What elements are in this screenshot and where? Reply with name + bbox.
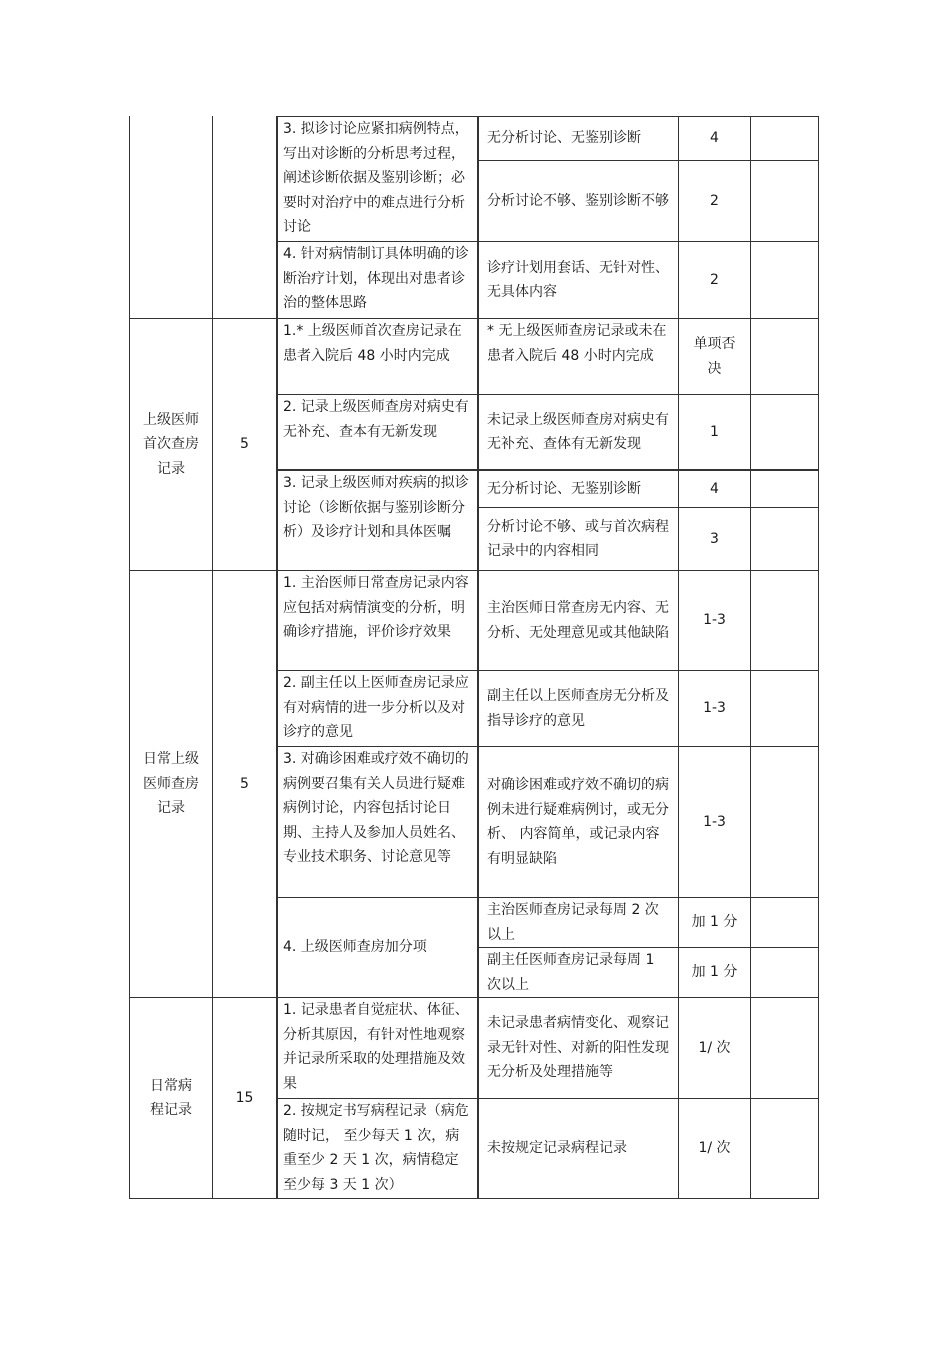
score-cell: 2 — [678, 241, 750, 318]
deduction-cell: 对确诊困难或疗效不确切的病例未进行疑难病例讨，或无分析、 内容简单，或记录内容有明显缺陷 — [478, 746, 678, 897]
requirement-cell: 2. 副主任以上医师查房记录应有对病情的进一步分析以及对诊疗的意见 — [276, 670, 478, 746]
deduction-cell: 副主任医师查房记录每周 1 次以上 — [478, 947, 678, 997]
remark-cell — [750, 670, 818, 746]
requirement-cell: 4. 上级医师查房加分项 — [276, 897, 478, 997]
score-cell: 1/ 次 — [678, 997, 750, 1098]
remark-cell — [750, 897, 818, 947]
requirement-cell: 1. 主治医师日常查房记录内容应包括对病情演变的分析，明确诊疗措施，评价诊疗效果 — [276, 570, 478, 670]
table-bottom-border — [129, 1198, 819, 1199]
section-name: 上级医师首次查房记录 — [129, 318, 212, 570]
remark-cell — [750, 241, 818, 318]
deduction-cell: * 无上级医师查房记录或未在患者入院后 48 小时内完成 — [478, 318, 678, 394]
table-right-border — [818, 116, 819, 1199]
points-cell — [212, 116, 276, 318]
requirement-cell: 3. 拟诊讨论应紧扣病例特点，写出对诊断的分析思考过程，阐述诊断依据及鉴别诊断；必要时对治疗中的难点进行分析讨论 — [276, 116, 478, 241]
requirement-cell: 1. 记录患者自觉症状、体征、分析其原因，有针对性地观察并记录所采取的处理措施及效果 — [276, 997, 478, 1098]
score-cell: 4 — [678, 469, 750, 507]
requirement-cell: 2. 按规定书写病程记录（病危随时记， 至少每天 1 次，病重至少 2 天 1 次，病情稳定至少每 3 天 1 次） — [276, 1098, 478, 1198]
section-points: 5 — [212, 570, 276, 997]
deduction-cell: 未记录上级医师查房对病史有无补充、查体有无新发现 — [478, 394, 678, 469]
deduction-cell: 分析讨论不够、鉴别诊断不够 — [478, 160, 678, 241]
score-cell: 2 — [678, 160, 750, 241]
score-cell: 加 1 分 — [678, 947, 750, 997]
remark-cell — [750, 746, 818, 897]
score-cell: 3 — [678, 507, 750, 570]
column-divider — [276, 116, 278, 1199]
remark-cell — [750, 997, 818, 1098]
score-cell: 1 — [678, 394, 750, 469]
deduction-cell: 主治医师日常查房无内容、无分析、无处理意见或其他缺陷 — [478, 570, 678, 670]
remark-cell — [750, 570, 818, 670]
remark-cell — [750, 469, 818, 507]
section-name: 日常上级医师查房记录 — [129, 570, 212, 997]
column-divider — [477, 116, 479, 1199]
deduction-cell: 无分析讨论、无鉴别诊断 — [478, 469, 678, 507]
remark-cell — [750, 160, 818, 241]
requirement-cell: 3. 对确诊困难或疗效不确切的病例要召集有关人员进行疑难病例讨论，内容包括讨论日期、主持人及参加人员姓名、专业技术职务、讨论意见等 — [276, 746, 478, 897]
score-cell: 4 — [678, 116, 750, 160]
requirement-cell: 2. 记录上级医师查房对病史有无补充、查本有无新发现 — [276, 394, 478, 469]
score-cell: 1-3 — [678, 670, 750, 746]
deduction-cell: 分析讨论不够、或与首次病程记录中的内容相同 — [478, 507, 678, 570]
remark-cell — [750, 318, 818, 394]
section-points: 15 — [212, 997, 276, 1198]
score-cell: 1-3 — [678, 746, 750, 897]
category-cell — [129, 116, 212, 318]
remark-cell — [750, 116, 818, 160]
remark-cell — [750, 507, 818, 570]
requirement-cell: 3. 记录上级医师对疾病的拟诊讨论（诊断依据与鉴别诊断分析）及诊疗计划和具体医嘱 — [276, 469, 478, 570]
deduction-cell: 未按规定记录病程记录 — [478, 1098, 678, 1198]
score-cell: 1-3 — [678, 570, 750, 670]
section-name: 日常病程记录 — [129, 997, 212, 1198]
requirement-cell: 4. 针对病情制订具体明确的诊断治疗计划，体现出对患者诊治的整体思路 — [276, 241, 478, 318]
deduction-cell: 无分析讨论、无鉴别诊断 — [478, 116, 678, 160]
remark-cell — [750, 1098, 818, 1198]
score-cell: 加 1 分 — [678, 897, 750, 947]
deduction-cell: 主治医师查房记录每周 2 次以上 — [478, 897, 678, 947]
score-cell: 单项否决 — [678, 318, 750, 394]
deduction-cell: 诊疗计划用套话、无针对性、无具体内容 — [478, 241, 678, 318]
deduction-cell: 副主任以上医师查房无分析及指导诊疗的意见 — [478, 670, 678, 746]
requirement-cell: 1.* 上级医师首次查房记录在患者入院后 48 小时内完成 — [276, 318, 478, 394]
score-cell: 1/ 次 — [678, 1098, 750, 1198]
deduction-cell: 未记录患者病情变化、观察记录无针对性、对新的阳性发现无分析及处理措施等 — [478, 997, 678, 1098]
section-points: 5 — [212, 318, 276, 570]
remark-cell — [750, 394, 818, 469]
remark-cell — [750, 947, 818, 997]
